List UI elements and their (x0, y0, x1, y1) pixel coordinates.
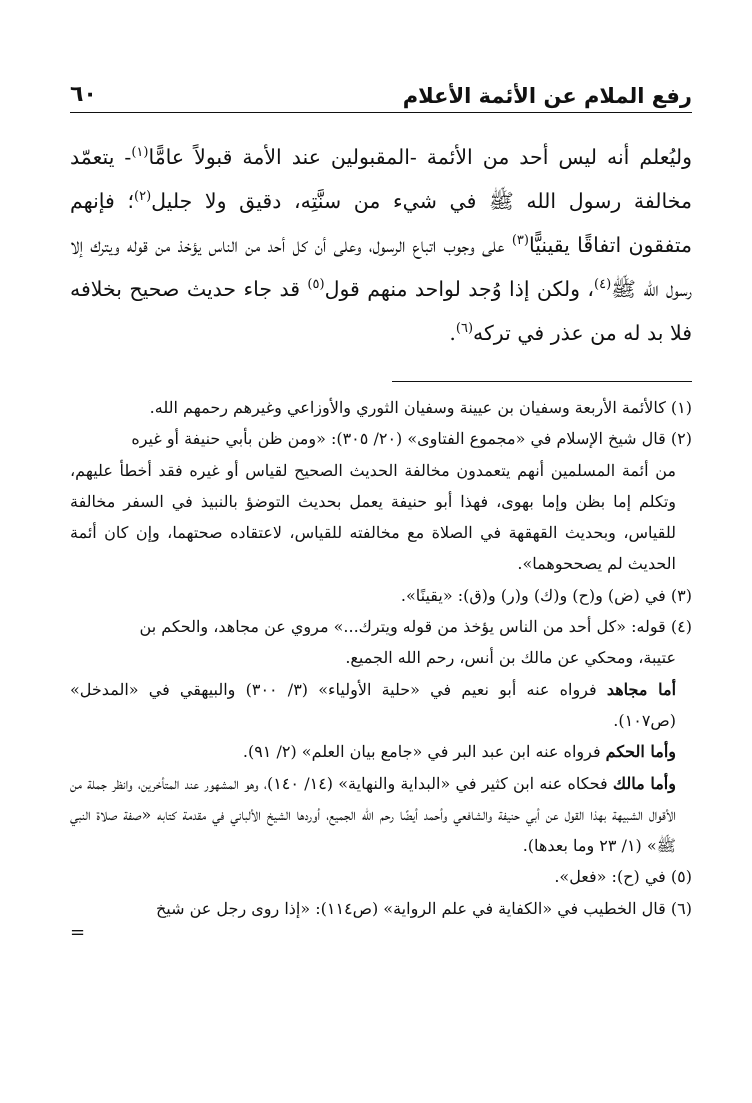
mujahid-text: فرواه عنه أبو نعيم في «حلية الأولياء» (٣/ ٣٠٠) والبيهقي في «المدخل» (ص١٠٧). (70, 679, 676, 730)
book-page (70, 78, 692, 944)
body-text-segment: ؛ فإنهم متفقون اتفاقًا يقينيًّا (70, 189, 692, 257)
footnote-1: (١) كالأئمة الأربعة وسفيان بن عيينة وسفيان الثوري والأوزاعي وغيرهم رحمهم الله. (149, 398, 692, 417)
footnote-4-mujahid (70, 674, 692, 737)
footnote-2-first-line: (٢) قال شيخ الإسلام في «مجموع الفتاوى» (٢٠/ ٣٠٥): «ومن ظن بأبي حنيفة أو غيره (131, 429, 692, 449)
footnote-ref-6[interactable]: (٦) (455, 321, 474, 337)
footnote-ref-1[interactable]: (١) (131, 145, 149, 161)
body-text-segment: وليُعلم أنه ليس أحد من الأئمة -المقبولين عند الأمة قبولاً عامًّا (148, 145, 692, 169)
footnote-ref-4[interactable]: (٤) (594, 277, 612, 293)
body-text-segment: على وجوب اتباع الرسول، وعلى أن كل أحد من الناس يؤخذ من قوله ويترك إلا رسول الله ﷺ (70, 233, 692, 301)
page-number: ٦٠ (70, 82, 97, 107)
body-text-segment: - يتعمّد مخالفة رسول الله ﷺ في شيء من سنَّتِه، دقيق ولا جليل (70, 145, 692, 213)
mujahid-label: أما مجاهد (606, 679, 677, 699)
footnotes (70, 392, 692, 944)
footnote-4 (70, 611, 692, 674)
footnote-ref-3[interactable]: (٣) (511, 233, 529, 249)
footnote-divider (392, 381, 692, 382)
footnote-ref-2[interactable]: (٢) (134, 189, 152, 205)
book-title: رفع الملام عن الأئمة الأعلام (402, 84, 692, 108)
malik-text: فحكاه عنه ابن كثير في «البداية والنهاية» (١٤/ ١٤٠)، وهو المشهور عند المتأخرين، وانظر جملة من الأقوال الشبيهة بهذا القول عن أبي حنيفة والشافعي وأحمد أيضًا رحم الله الجميع، أوردها الشيخ الألباني في مقدمة كتابه «صفة صلاة النبي ﷺ» (١/ ٢٣ وما بعدها). (70, 773, 676, 856)
footnote-2-continuation: من أئمة المسلمين أنهم يتعمدون مخالفة الحديث الصحيح لقياس أو غيره فقد أخطأ عليهم، وتكلم إما بظن وإما بهوى، فهذا أبو حنيفة يعمل بحديث التوضؤ بالنبيذ في السفر مخالفة للقياس، وبحديث القهقهة في الصلاة مع مخالفته للقياس، لاعتقاده صحتهما، وإن كان أئمة الحديث لم يصححوهما». (70, 460, 676, 574)
footnote-4-first-line: (٤) قوله: «كل أحد من الناس يؤخذ من قوله ويترك...» مروي عن مجاهد، والحكم بن (139, 617, 692, 637)
main-paragraph (70, 135, 692, 355)
footnote-4-malik (70, 768, 692, 862)
footnote-4-continuation: عتيبة، ومحكي عن مالك بن أنس، رحم الله الجميع. (345, 648, 676, 668)
footnote-ref-5[interactable]: (٥) (307, 277, 325, 293)
body-text-segment: ، ولكن إذا وُجد لواحد منهم قول (324, 277, 595, 301)
footnote-2 (70, 423, 692, 579)
continuation-mark: = (70, 922, 86, 944)
footnote-4-hakam (70, 736, 692, 767)
footnote-6: (٦) قال الخطيب في «الكفاية في علم الرواية» (ص١١٤): «إذا روى رجل عن شيخ (155, 898, 692, 918)
malik-label: وأما مالك (612, 773, 676, 793)
running-header (70, 78, 692, 113)
body-text-segment: قد جاء حديث صحيح بخلافه فلا بد له من عذر في تركه (70, 277, 692, 345)
hakam-label: وأما الحكم (605, 742, 676, 762)
footnote-3: (٣) في (ض) و(ح) و(ك) و(ر) و(ق): «يقينًا». (400, 585, 692, 605)
hakam-text: فرواه عنه ابن عبد البر في «جامع بيان العلم» (٢/ ٩١). (242, 742, 606, 762)
footnote-5: (٥) في (ح): «فعل». (554, 867, 692, 887)
body-text-segment: . (449, 321, 456, 345)
